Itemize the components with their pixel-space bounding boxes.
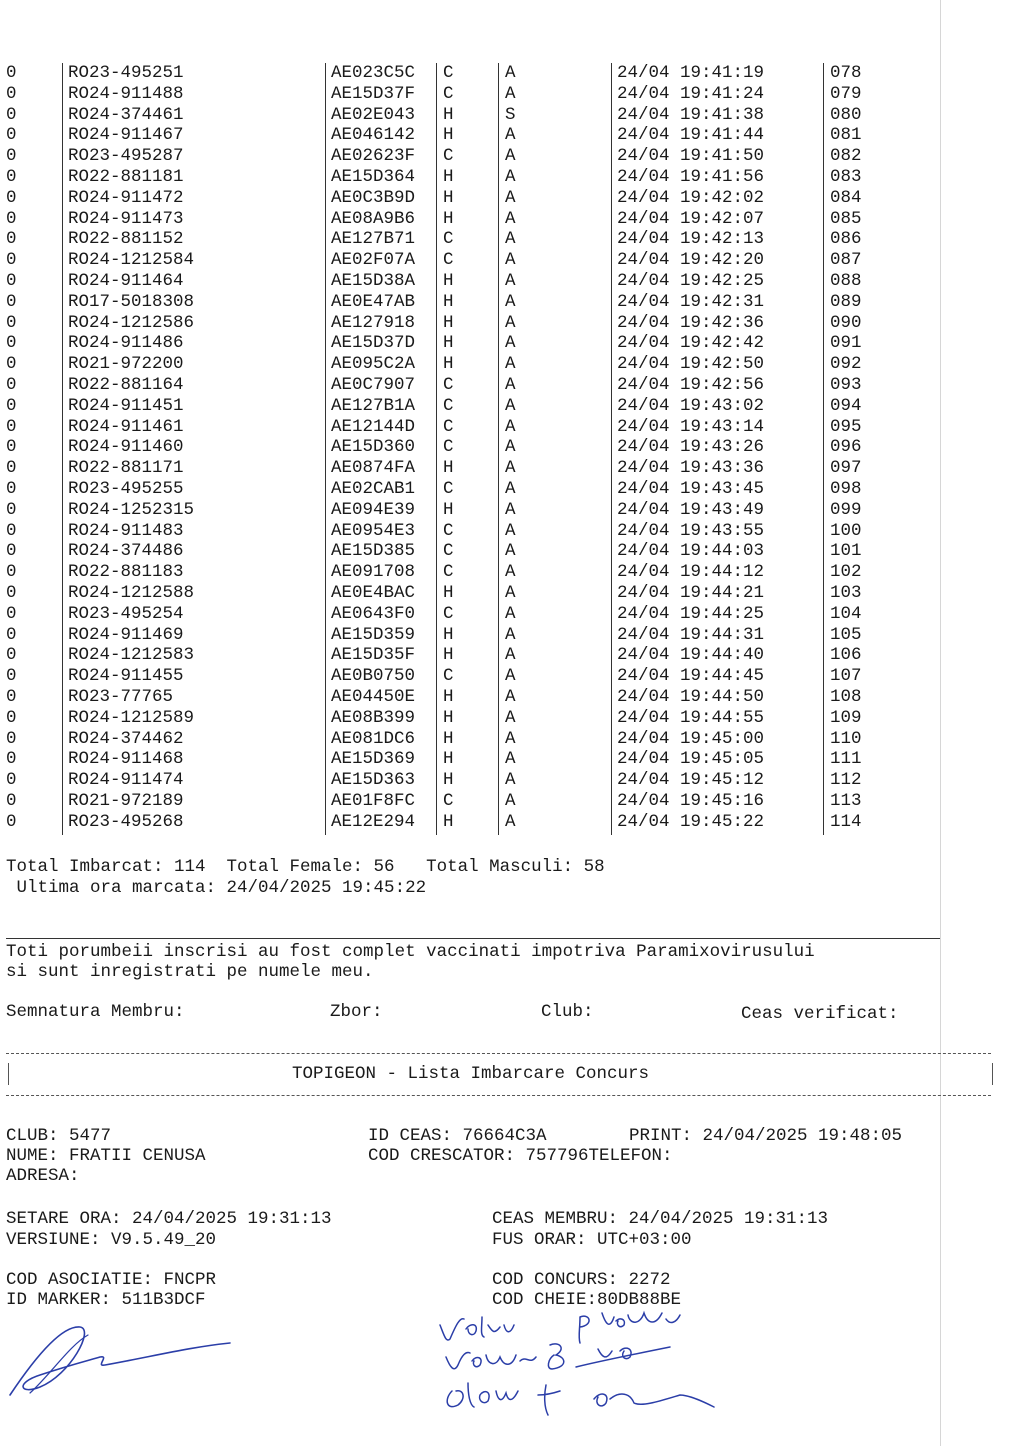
chip-id: AE15D37D	[331, 333, 416, 354]
chip-id: AE0C7907	[331, 374, 416, 395]
key-code: COD CHEIE:80DB88BE	[492, 1290, 682, 1310]
row-flag: 0	[6, 437, 17, 458]
status: A	[505, 666, 516, 687]
status: A	[505, 208, 516, 229]
chip-id: AE091708	[331, 562, 416, 583]
clock-time: 24/04 19:45:05	[617, 749, 765, 770]
ring-number: RO24-1212586	[68, 312, 195, 333]
sequence-number: 094	[830, 395, 862, 416]
chip-id: AE08A9B6	[331, 208, 416, 229]
status: A	[505, 250, 516, 271]
row-flag: 0	[6, 416, 17, 437]
clock-time: 24/04 19:43:26	[617, 437, 765, 458]
status: A	[505, 166, 516, 187]
box-right-border	[992, 1063, 993, 1085]
row-flag: 0	[6, 146, 17, 167]
category: H	[443, 125, 454, 146]
sequence-number: 088	[830, 270, 862, 291]
row-flag: 0	[6, 666, 17, 687]
status: A	[505, 270, 516, 291]
ring-number: RO24-911473	[68, 208, 184, 229]
version: VERSIUNE: V9.5.49_20	[6, 1230, 217, 1250]
status: A	[505, 229, 516, 250]
clock-time: 24/04 19:44:25	[617, 603, 765, 624]
ring-number: RO22-881152	[68, 229, 184, 250]
ring-number: RO21-972200	[68, 354, 184, 375]
ring-number: RO24-911464	[68, 270, 184, 291]
chip-id: AE02F07A	[331, 250, 416, 271]
category: C	[443, 395, 454, 416]
row-flag: 0	[6, 728, 17, 749]
ring-number: RO23-495254	[68, 603, 184, 624]
category: H	[443, 811, 454, 832]
sequence-number: 086	[830, 229, 862, 250]
category: C	[443, 229, 454, 250]
row-flag: 0	[6, 83, 17, 104]
clock-time: 24/04 19:41:19	[617, 63, 765, 83]
report-title: TOPIGEON - Lista Imbarcare Concurs	[292, 1064, 650, 1084]
status: A	[505, 374, 516, 395]
status: A	[505, 686, 516, 707]
category: C	[443, 250, 454, 271]
clock-time: 24/04 19:41:50	[617, 146, 765, 167]
ring-number: RO24-911474	[68, 770, 184, 791]
ring-number: RO23-495268	[68, 811, 184, 832]
sequence-number: 113	[830, 790, 862, 811]
status: A	[505, 603, 516, 624]
status: A	[505, 291, 516, 312]
sequence-number: 108	[830, 686, 862, 707]
box-bottom-border	[6, 1095, 991, 1096]
sequence-number: 107	[830, 666, 862, 687]
ring-number: RO24-1252315	[68, 499, 195, 520]
ring-number: RO22-881183	[68, 562, 184, 583]
category: C	[443, 603, 454, 624]
sequence-number: 110	[830, 728, 862, 749]
ring-number: RO24-911483	[68, 520, 184, 541]
row-flag: 0	[6, 63, 17, 83]
chip-id: AE15D363	[331, 770, 416, 791]
contest-code: COD CONCURS: 2272	[492, 1270, 671, 1290]
category: H	[443, 499, 454, 520]
sequence-number: 104	[830, 603, 862, 624]
sequence-number: 095	[830, 416, 862, 437]
category: H	[443, 291, 454, 312]
row-flag: 0	[6, 395, 17, 416]
last-marked-time: Ultima ora marcata: 24/04/2025 19:45:22	[6, 878, 427, 898]
scan-edge-line	[940, 0, 941, 1446]
ring-number: RO21-972189	[68, 790, 184, 811]
sequence-number: 111	[830, 749, 862, 770]
chip-id: AE0643F0	[331, 603, 416, 624]
clock-time: 24/04 19:44:45	[617, 666, 765, 687]
sequence-number: 090	[830, 312, 862, 333]
row-flag: 0	[6, 624, 17, 645]
clock-time: 24/04 19:45:16	[617, 790, 765, 811]
sequence-number: 096	[830, 437, 862, 458]
address-label: ADRESA:	[6, 1166, 80, 1186]
sequence-number: 085	[830, 208, 862, 229]
chip-id: AE02623F	[331, 146, 416, 167]
status: A	[505, 187, 516, 208]
row-flag: 0	[6, 458, 17, 479]
row-flag: 0	[6, 291, 17, 312]
row-flag: 0	[6, 562, 17, 583]
clock-time: 24/04 19:42:02	[617, 187, 765, 208]
row-flag: 0	[6, 749, 17, 770]
category: C	[443, 416, 454, 437]
clock-time: 24/04 19:43:49	[617, 499, 765, 520]
declaration-line-1: Toti porumbeii inscrisi au fost complet vaccinati impotriva Paramixovirusului	[6, 942, 815, 962]
breeder-code: COD CRESCATOR: 757796TELEFON:	[368, 1146, 673, 1166]
clock-time: 24/04 19:44:55	[617, 707, 765, 728]
column-separator	[611, 63, 612, 835]
sequence-number: 101	[830, 541, 862, 562]
ring-number: RO24-911460	[68, 437, 184, 458]
chip-id: AE0B0750	[331, 666, 416, 687]
sequence-number: 106	[830, 645, 862, 666]
clock-time: 24/04 19:45:12	[617, 770, 765, 791]
ring-number: RO22-881164	[68, 374, 184, 395]
clock-time: 24/04 19:43:14	[617, 416, 765, 437]
category: C	[443, 562, 454, 583]
chip-id: AE15D385	[331, 541, 416, 562]
timezone: FUS ORAR: UTC+03:00	[492, 1230, 692, 1250]
clock-time: 24/04 19:42:31	[617, 291, 765, 312]
sequence-number: 080	[830, 104, 862, 125]
sequence-number: 099	[830, 499, 862, 520]
clock-time: 24/04 19:42:13	[617, 229, 765, 250]
clock-time: 24/04 19:42:50	[617, 354, 765, 375]
chip-id: AE127918	[331, 312, 416, 333]
row-flag: 0	[6, 250, 17, 271]
sequence-number: 109	[830, 707, 862, 728]
clock-time: 24/04 19:41:44	[617, 125, 765, 146]
sequence-number: 087	[830, 250, 862, 271]
chip-id: AE094E39	[331, 499, 416, 520]
club-number: CLUB: 5477	[6, 1126, 112, 1146]
category: H	[443, 458, 454, 479]
chip-id: AE15D35F	[331, 645, 416, 666]
ring-number: RO24-911451	[68, 395, 184, 416]
category: C	[443, 83, 454, 104]
clock-time: 24/04 19:44:12	[617, 562, 765, 583]
chip-id: AE023C5C	[331, 63, 416, 83]
clock-time: 24/04 19:42:42	[617, 333, 765, 354]
ring-number: RO24-911486	[68, 333, 184, 354]
category: H	[443, 728, 454, 749]
row-flag: 0	[6, 374, 17, 395]
category: H	[443, 686, 454, 707]
status: A	[505, 312, 516, 333]
chip-id: AE0E47AB	[331, 291, 416, 312]
row-flag: 0	[6, 541, 17, 562]
category: C	[443, 541, 454, 562]
handwritten-verification-icon	[430, 1295, 730, 1435]
sequence-number: 105	[830, 624, 862, 645]
status: A	[505, 146, 516, 167]
row-flag: 0	[6, 333, 17, 354]
status: A	[505, 707, 516, 728]
status: A	[505, 520, 516, 541]
column-separator	[823, 63, 824, 835]
box-top-border	[6, 1053, 991, 1054]
clock-time: 24/04 19:43:45	[617, 478, 765, 499]
status: A	[505, 749, 516, 770]
status: A	[505, 562, 516, 583]
status: S	[505, 104, 516, 125]
row-flag: 0	[6, 104, 17, 125]
ring-number: RO24-1212583	[68, 645, 195, 666]
row-flag: 0	[6, 645, 17, 666]
clock-time: 24/04 19:44:31	[617, 624, 765, 645]
ring-number: RO24-911467	[68, 125, 184, 146]
column-separator	[325, 63, 326, 835]
clock-time: 24/04 19:44:03	[617, 541, 765, 562]
row-flag: 0	[6, 811, 17, 832]
row-flag: 0	[6, 790, 17, 811]
sequence-number: 079	[830, 83, 862, 104]
category: C	[443, 666, 454, 687]
sequence-number: 093	[830, 374, 862, 395]
sequence-number: 084	[830, 187, 862, 208]
ring-number: RO23-77765	[68, 686, 174, 707]
status: A	[505, 499, 516, 520]
sequence-number: 100	[830, 520, 862, 541]
category: H	[443, 166, 454, 187]
ring-number: RO23-495287	[68, 146, 184, 167]
chip-id: AE127B71	[331, 229, 416, 250]
chip-id: AE15D364	[331, 166, 416, 187]
status: A	[505, 811, 516, 832]
status: A	[505, 458, 516, 479]
clock-time: 24/04 19:45:00	[617, 728, 765, 749]
category: C	[443, 146, 454, 167]
row-flag: 0	[6, 499, 17, 520]
sequence-number: 103	[830, 582, 862, 603]
member-signature-icon	[0, 1305, 240, 1415]
clock-time: 24/04 19:41:56	[617, 166, 765, 187]
status: A	[505, 437, 516, 458]
sequence-number: 091	[830, 333, 862, 354]
ring-number: RO24-911455	[68, 666, 184, 687]
category: C	[443, 478, 454, 499]
ring-number: RO24-1212589	[68, 707, 195, 728]
category: C	[443, 437, 454, 458]
category: H	[443, 645, 454, 666]
chip-id: AE15D37F	[331, 83, 416, 104]
category: H	[443, 624, 454, 645]
row-flag: 0	[6, 270, 17, 291]
column-separator	[62, 63, 63, 835]
ring-number: RO24-911472	[68, 187, 184, 208]
clock-verified-label: Ceas verificat:	[741, 1004, 899, 1024]
sequence-number: 102	[830, 562, 862, 583]
category: H	[443, 707, 454, 728]
clock-time: 24/04 19:42:20	[617, 250, 765, 271]
ring-number: RO22-881181	[68, 166, 184, 187]
chip-id: AE095C2A	[331, 354, 416, 375]
chip-id: AE046142	[331, 125, 416, 146]
category: H	[443, 582, 454, 603]
marker-id: ID MARKER: 511B3DCF	[6, 1290, 206, 1310]
chip-id: AE04450E	[331, 686, 416, 707]
chip-id: AE12144D	[331, 416, 416, 437]
status: A	[505, 541, 516, 562]
row-flag: 0	[6, 770, 17, 791]
category: C	[443, 63, 454, 83]
ring-number: RO24-911468	[68, 749, 184, 770]
sequence-number: 098	[830, 478, 862, 499]
clock-time: 24/04 19:43:02	[617, 395, 765, 416]
sequence-number: 112	[830, 770, 862, 791]
row-flag: 0	[6, 166, 17, 187]
member-signature-label: Semnatura Membru:	[6, 1002, 185, 1022]
status: A	[505, 333, 516, 354]
category: C	[443, 520, 454, 541]
box-left-border	[8, 1063, 9, 1085]
category: H	[443, 354, 454, 375]
status: A	[505, 478, 516, 499]
column-separator	[436, 63, 437, 835]
declaration-line-2: si sunt inregistrati pe numele meu.	[6, 962, 374, 982]
clock-time: 24/04 19:42:56	[617, 374, 765, 395]
clock-time: 24/04 19:45:22	[617, 811, 765, 832]
row-flag: 0	[6, 208, 17, 229]
ring-number: RO24-374462	[68, 728, 184, 749]
category: H	[443, 770, 454, 791]
category: H	[443, 270, 454, 291]
ring-number: RO17-5018308	[68, 291, 195, 312]
status: A	[505, 83, 516, 104]
sequence-number: 092	[830, 354, 862, 375]
ring-number: RO24-1212584	[68, 250, 195, 271]
chip-id: AE12E294	[331, 811, 416, 832]
category: H	[443, 312, 454, 333]
category: C	[443, 374, 454, 395]
set-time: SETARE ORA: 24/04/2025 19:31:13	[6, 1209, 332, 1229]
row-flag: 0	[6, 686, 17, 707]
clock-time: 24/04 19:42:25	[617, 270, 765, 291]
row-flag: 0	[6, 125, 17, 146]
clock-id: ID CEAS: 76664C3A	[368, 1126, 547, 1146]
row-flag: 0	[6, 312, 17, 333]
chip-id: AE081DC6	[331, 728, 416, 749]
row-flag: 0	[6, 478, 17, 499]
ring-number: RO22-881171	[68, 458, 184, 479]
clock-time: 24/04 19:43:55	[617, 520, 765, 541]
status: A	[505, 125, 516, 146]
status: A	[505, 790, 516, 811]
separator-rule	[6, 938, 940, 939]
chip-id: AE01F8FC	[331, 790, 416, 811]
status: A	[505, 624, 516, 645]
sequence-number: 082	[830, 146, 862, 167]
clock-time: 24/04 19:43:36	[617, 458, 765, 479]
sequence-number: 078	[830, 63, 862, 83]
chip-id: AE15D360	[331, 437, 416, 458]
category: H	[443, 187, 454, 208]
status: A	[505, 416, 516, 437]
category: H	[443, 208, 454, 229]
row-flag: 0	[6, 520, 17, 541]
row-flag: 0	[6, 354, 17, 375]
chip-id: AE15D369	[331, 749, 416, 770]
status: A	[505, 63, 516, 83]
association-code: COD ASOCIATIE: FNCPR	[6, 1270, 217, 1290]
member-name: NUME: FRATII CENUSA	[6, 1146, 206, 1166]
ring-number: RO24-374486	[68, 541, 184, 562]
ring-number: RO24-374461	[68, 104, 184, 125]
ring-number: RO24-911461	[68, 416, 184, 437]
ring-number: RO24-1212588	[68, 582, 195, 603]
totals-line: Total Imbarcat: 114 Total Female: 56 Total Masculi: 58	[6, 857, 605, 877]
sequence-number: 089	[830, 291, 862, 312]
sequence-number: 097	[830, 458, 862, 479]
ring-number: RO23-495251	[68, 63, 184, 83]
column-separator	[498, 63, 499, 835]
chip-id: AE0874FA	[331, 458, 416, 479]
sequence-number: 081	[830, 125, 862, 146]
clock-time: 24/04 19:42:07	[617, 208, 765, 229]
row-flag: 0	[6, 603, 17, 624]
row-flag: 0	[6, 187, 17, 208]
sequence-number: 114	[830, 811, 862, 832]
category: C	[443, 790, 454, 811]
clock-time: 24/04 19:42:36	[617, 312, 765, 333]
category: H	[443, 104, 454, 125]
ring-number: RO23-495255	[68, 478, 184, 499]
sequence-number: 083	[830, 166, 862, 187]
chip-id: AE02CAB1	[331, 478, 416, 499]
status: A	[505, 395, 516, 416]
chip-id: AE15D38A	[331, 270, 416, 291]
category: H	[443, 749, 454, 770]
print-timestamp: PRINT: 24/04/2025 19:48:05	[629, 1126, 903, 1146]
chip-id: AE15D359	[331, 624, 416, 645]
status: A	[505, 770, 516, 791]
chip-id: AE08B399	[331, 707, 416, 728]
clock-time: 24/04 19:44:50	[617, 686, 765, 707]
chip-id: AE02E043	[331, 104, 416, 125]
ring-number: RO24-911488	[68, 83, 184, 104]
clock-time: 24/04 19:41:38	[617, 104, 765, 125]
clock-time: 24/04 19:41:24	[617, 83, 765, 104]
club-label: Club:	[541, 1002, 594, 1022]
clock-time: 24/04 19:44:21	[617, 582, 765, 603]
ring-number: RO24-911469	[68, 624, 184, 645]
row-flag: 0	[6, 707, 17, 728]
clock-time: 24/04 19:44:40	[617, 645, 765, 666]
row-flag: 0	[6, 229, 17, 250]
chip-id: AE0C3B9D	[331, 187, 416, 208]
chip-id: AE0E4BAC	[331, 582, 416, 603]
category: H	[443, 333, 454, 354]
member-clock: CEAS MEMBRU: 24/04/2025 19:31:13	[492, 1209, 829, 1229]
chip-id: AE127B1A	[331, 395, 416, 416]
chip-id: AE0954E3	[331, 520, 416, 541]
status: A	[505, 354, 516, 375]
status: A	[505, 728, 516, 749]
status: A	[505, 645, 516, 666]
flight-label: Zbor:	[330, 1002, 383, 1022]
row-flag: 0	[6, 582, 17, 603]
status: A	[505, 582, 516, 603]
